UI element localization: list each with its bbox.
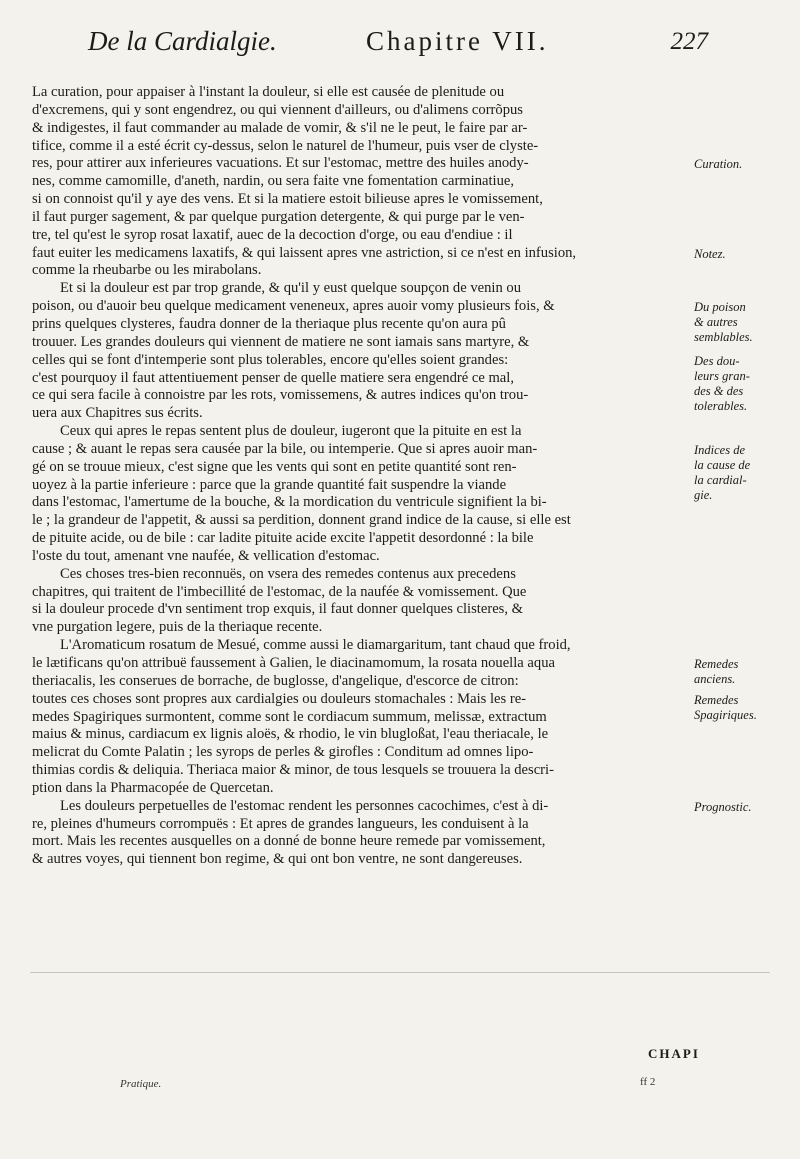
text-line: prins quelques clysteres, faudra donner de la theriaque plus recente qu'on aura pû	[32, 315, 506, 332]
marginal-note-line: la cause de	[694, 458, 751, 472]
marginal-note-line: gie.	[694, 488, 713, 502]
text-line: re, pleines d'humeurs corrompuës : Et apres de grandes langueurs, les conduisent à la	[32, 815, 529, 832]
text-line: maius & minus, cardiacum ex lignis aloës, & rhodio, le vin blugloßat, l'eau theriacale, le	[32, 726, 549, 743]
text-line: La curation, pour appaiser à l'instant la douleur, si elle est causée de plenitude ou	[32, 84, 505, 100]
text-line: uera aux Chapitres sus écrits.	[32, 405, 203, 422]
marginal-note-line: anciens.	[694, 672, 736, 687]
marginal-note-line: la cardial-	[694, 473, 747, 487]
page-number: 227	[670, 28, 708, 55]
text-line: Et si la douleur est par trop grande, & qu'il y eust quelque soupçon de venin ou	[60, 280, 522, 297]
marginal-note	[694, 800, 794, 815]
text-line: vne purgation legere, puis de la theriaque recente.	[32, 619, 323, 636]
text-line: celles qui se font d'intemperie sont plus tolerables, encore qu'elles soient grandes:	[32, 351, 509, 368]
text-line: Ceux qui apres le repas sentent plus de douleur, iugeront que la pituite en est la	[60, 423, 522, 440]
text-line: ce qui sera facile à connoistre par les rots, vomissemens, & autres indices qu'on trou-	[32, 387, 529, 404]
text-line: de pituite acide, ou de bile : car ladite pituite acide excite l'appetit desordonné : la bile	[32, 530, 534, 547]
text-line: poison, ou d'auoir beu quelque medicament veneneux, apres auoir vomy plusieurs fois, &	[32, 298, 555, 315]
text-line: mort. Mais les recentes ausquelles on a donné de bonne heure remede par vomissement,	[32, 833, 546, 850]
chapter-heading: Chapitre VII.	[366, 26, 549, 56]
text-line: si la douleur procede d'vn sentiment trop exquis, il faut donner quelques clisteres, &	[32, 601, 523, 618]
marginal-note-line: Prognostic.	[694, 800, 752, 814]
text-line: dans l'estomac, l'amertume de la bouche, & la mordication du ventricule signifient la bi-	[32, 494, 547, 511]
running-header	[88, 26, 708, 62]
text-line: le ; la grandeur de l'appetit, & aussi sa perdition, donnent grand indice de la cause, si elle est	[32, 512, 571, 529]
text-line: trouuer. Les grandes douleurs qui viennent de matiere ne sont iamais sans martyre, &	[32, 333, 530, 350]
marginal-note-line: leurs gran-	[694, 368, 750, 383]
text-line: medes Spagiriques surmontent, comme sont le cordiacum summum, melissæ, extractum	[32, 708, 547, 725]
marginal-note-line: Remedes	[694, 657, 739, 672]
marginal-note-line: semblables.	[694, 330, 753, 345]
text-line: d'excremens, qui y sont engendrez, ou qui viennent d'ailleurs, ou d'alimens corrõpus	[32, 101, 523, 118]
marginal-note-line: Des dou-	[694, 353, 740, 368]
marginal-note-line: Indices de	[694, 443, 746, 457]
text-line: chapitres, qui traitent de l'imbecillité de l'estomac, de la naufée & vomissement. Que	[32, 583, 527, 600]
marginal-note	[694, 657, 794, 687]
marginal-note	[694, 157, 794, 172]
marginal-note-line: Spagiriques.	[694, 707, 757, 722]
marginal-note	[694, 354, 794, 414]
marginal-note-line: Notez.	[694, 246, 726, 261]
text-line: tre, tel qu'est le syrop rosat laxatif, auec de la decoction d'orge, ou eau d'endiue : il	[32, 226, 513, 243]
marginal-note-line: Remedes	[694, 692, 739, 707]
text-line: theriacalis, les conserues de borrache, de buglosse, d'angelique, d'escorce de citron:	[32, 672, 519, 689]
text-line: comme la rheubarbe ou les mirabolans.	[32, 262, 262, 279]
marginal-note	[694, 693, 794, 723]
text-line: l'oste du tout, amenant vne naufée, & vellication d'estomac.	[32, 547, 380, 564]
text-line: Ces choses tres-bien reconnuës, on vsera des remedes contenus aux precedens	[60, 565, 516, 582]
text-line: gé on se trouue mieux, c'est signe que les vents qui sont en petite quantité sont ren-	[32, 458, 517, 475]
text-line: & autres voyes, qui tiennent bon regime, & qui ont bon ventre, ne sont dangereuses.	[32, 851, 523, 868]
marginal-note-line: Du poison	[694, 300, 746, 315]
text-line: nes, comme camomille, d'aneth, nardin, ou sera faite vne fomentation carminatiue,	[32, 173, 515, 190]
text-line: uoyez à la partie inferieure : parce que la grande quantité fait suspendre la viande	[32, 476, 507, 493]
text-line: Les douleurs perpetuelles de l'estomac rendent les personnes cacochimes, c'est à di-	[60, 797, 549, 814]
text-line: si on connoist qu'il y aye des vens. Et si la matiere estoit bilieuse apres le vomissement,	[32, 191, 543, 208]
text-line: il faut purger sagement, & par quelque purgation detergente, & qui purge par le ven-	[32, 208, 525, 225]
marginal-note	[694, 300, 794, 345]
marginal-note-line: & autres	[694, 315, 738, 330]
text-line: & indigestes, il faut commander au malade de vomir, & s'il ne le peut, le faire par ar-	[32, 119, 528, 136]
text-line: res, pour attirer aux inferieures vacuations. Et sur l'estomac, mettre des huiles anody-	[32, 155, 529, 172]
text-line: ption dans la Pharmacopée de Quercetan.	[32, 779, 274, 796]
marginal-note	[694, 247, 794, 262]
running-title: De la Cardialgie.	[88, 26, 277, 56]
catchword: CHAPI	[648, 1046, 700, 1061]
marginal-note-line: des & des	[694, 383, 744, 398]
text-line: tifice, comme il a esté écrit cy-dessus, selon le naturel de l'humeur, puis vser de clyste-	[32, 137, 539, 154]
text-line: toutes ces choses sont propres aux cardialgies ou douleurs stomachales : Mais les re-	[32, 690, 527, 707]
marginal-note-line: Curation.	[694, 157, 743, 172]
text-line: melicrat du Comte Palatin ; les syrops de perles & girofles : Conditum ad omnes lipo-	[32, 744, 534, 761]
signature-left: Pratique.	[120, 1078, 162, 1090]
signature-right: ff 2	[640, 1076, 656, 1088]
text-line: faut euiter les medicamens laxatifs, & qui laissent apres vne astriction, si ce n'est en infusion,	[32, 244, 577, 261]
text-line: thimias cordis & deliquia. Theriaca maior & minor, de tous lesquels se trouuera la descri-	[32, 762, 554, 779]
marginal-note-line: tolerables.	[694, 398, 748, 413]
text-line: le lætificans qu'on attribuë faussement à Galien, le diacinamomum, la rosata nouella aqua	[32, 655, 555, 671]
body-text	[32, 84, 668, 869]
text-line: c'est pourquoy il faut attentiuement penser de quelle matiere sera engendré ce mal,	[32, 369, 514, 386]
footer-rule	[30, 972, 770, 973]
marginal-note	[694, 443, 794, 503]
text-line: L'Aromaticum rosatum de Mesué, comme aussi le diamargaritum, tant chaud que froid,	[60, 637, 571, 654]
text-line: cause ; & auant le repas sera causée par la bile, ou intemperie. Que si apres auoir man-	[32, 440, 538, 457]
